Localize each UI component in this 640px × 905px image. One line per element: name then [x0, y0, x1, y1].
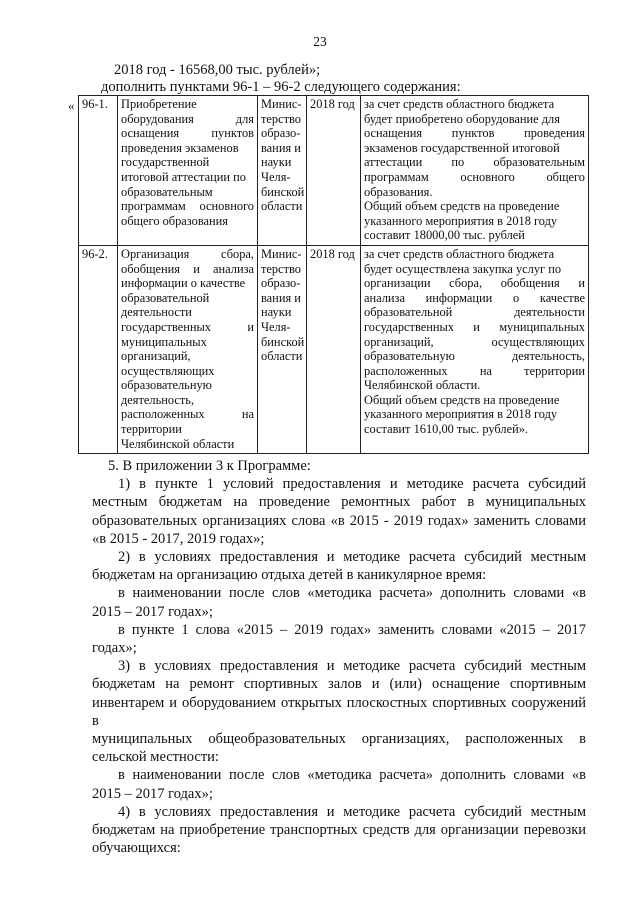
text-line: 2015 – 2017 годах»; — [92, 603, 213, 620]
text-line: государственных и — [121, 319, 254, 334]
text-line: проведения экзаменов — [121, 140, 239, 155]
text-line: бюджетам на организацию отдыха детей в каникулярное время: — [92, 567, 487, 584]
text-line: расположенных на — [121, 407, 254, 422]
text-line: Общий объем средств на проведение — [364, 392, 560, 407]
text-line: Общий объем средств на проведение — [364, 199, 560, 214]
text-line: муниципальных общеобразовательных организациях, расположенных в — [92, 731, 586, 748]
text-line: области — [261, 349, 303, 364]
funding-source — [361, 96, 589, 246]
text-line: «в 2015 - 2017, 2019 годах»; — [92, 530, 265, 547]
text-line: итоговой аттестации по — [121, 169, 246, 184]
text-line: вания и — [261, 140, 301, 155]
text-line: образовательной деятельности — [364, 305, 585, 320]
text-line: общего образования — [121, 213, 228, 228]
table-row — [79, 245, 589, 453]
text-line: обучающихся: — [92, 840, 181, 857]
text-line: образования. — [364, 184, 433, 199]
text-line: бинской — [261, 184, 305, 199]
text-line: Челябинской области. — [364, 378, 481, 393]
text-line: в наименовании после слов «методика расчета» дополнить словами «в — [118, 585, 586, 602]
executor — [258, 245, 307, 453]
text-line: 3) в условиях предоставления и методике расчета субсидий местным — [118, 658, 586, 675]
text-line: Челя- — [261, 169, 291, 184]
text-line: информации о качестве — [121, 276, 246, 291]
text-line: расположенных на территории — [364, 363, 585, 378]
text-line: указанного мероприятия в 2018 году — [364, 213, 558, 228]
text-line: осуществляющих — [121, 363, 215, 378]
text-line: будет осуществлена закупка услуг по — [364, 261, 562, 276]
row-number: 96-1. — [79, 96, 118, 246]
text-line: 2) в условиях предоставления и методике расчета субсидий местным — [118, 549, 586, 566]
text-line: экзаменов государственной итоговой — [364, 140, 560, 155]
text-line: анализа информации о качестве — [364, 290, 585, 305]
text-line: будет приобретено оборудование для — [364, 111, 560, 126]
text-line: за счет средств областного бюджета — [364, 246, 555, 261]
text-line: бюджетам на приобретение транспортных средств для организации перевозки — [92, 822, 586, 839]
text-line: 1) в пункте 1 условий предоставления и методике расчета субсидий — [118, 476, 586, 493]
text-line: инвентарем и оборудованием открытых плоскостных спортивных сооружений в — [92, 694, 586, 729]
measures-table — [78, 95, 589, 454]
text-line: 4) в условиях предоставления и методике расчета субсидий местным — [118, 803, 586, 820]
text-line: сельской местности: — [92, 749, 219, 766]
measure-name — [118, 96, 258, 246]
text-line: деятельности — [121, 305, 192, 320]
text-line: образовательным — [121, 184, 213, 199]
text-line: образовательную — [121, 378, 212, 393]
text-line: Минис- — [261, 246, 302, 261]
open-quote: « — [68, 98, 75, 113]
text-line: обобщения и анализа — [121, 261, 254, 276]
text-line: программам основного общего — [364, 169, 585, 184]
text-line: организаций, — [121, 349, 191, 364]
text-line: деятельность, — [121, 392, 195, 407]
text-line: территории — [121, 422, 182, 437]
text-line: образовательных организациях слова «в 2015 - 2019 годах» заменить словами — [92, 512, 586, 529]
text-line: в пункте 1 слова «2015 – 2019 годах» заменить словами «2015 – 2017 — [118, 621, 586, 638]
intro-line-2: дополнить пунктами 96-1 – 96-2 следующего содержания: — [101, 79, 461, 95]
row-number: 96-2. — [79, 245, 118, 453]
year: 2018 год — [307, 96, 361, 246]
text-line: Приобретение — [121, 97, 197, 111]
text-line: терство — [261, 111, 301, 126]
table-row — [79, 96, 589, 246]
text-line: Минис- — [261, 97, 302, 111]
text-line: оборудования для — [121, 111, 254, 126]
executor — [258, 96, 307, 246]
text-line: образовательную деятельность, — [364, 349, 585, 364]
text-line: составит 1610,00 тыс. рублей». — [364, 422, 529, 437]
text-line: науки — [261, 155, 292, 170]
measure-name — [118, 245, 258, 453]
text-line: бюджетам на ремонт спортивных залов и (или) оснащение спортивным — [92, 676, 586, 693]
text-line: государственной — [121, 155, 210, 170]
page-number: 23 — [313, 34, 327, 49]
text-line: организаций, осуществляющих — [364, 334, 585, 349]
text-line: образо- — [261, 126, 301, 141]
year: 2018 год — [307, 245, 361, 453]
text-line: области — [261, 199, 303, 214]
text-line: программам основного — [121, 199, 254, 214]
text-line: 2015 – 2017 годах»; — [92, 785, 213, 802]
text-line: терство — [261, 261, 301, 276]
text-line: науки — [261, 305, 292, 320]
text-line: Челя- — [261, 319, 291, 334]
funding-source — [361, 245, 589, 453]
text-line: муниципальных — [121, 334, 207, 349]
text-line: местным бюджетам на проведение ремонтных работ в муниципальных — [92, 494, 586, 511]
text-line: государственных и муниципальных — [364, 319, 585, 334]
section-heading: 5. В приложении 3 к Программе: — [108, 458, 311, 474]
text-line: составит 18000,00 тыс. рублей — [364, 228, 525, 243]
text-line: в наименовании после слов «методика расчета» дополнить словами «в — [118, 767, 586, 784]
intro-line-1: 2018 год - 16568,00 тыс. рублей»; — [114, 62, 321, 78]
text-line: за счет средств областного бюджета — [364, 97, 555, 111]
text-line: оснащения пунктов проведения — [364, 126, 585, 141]
text-line: образовательной — [121, 290, 210, 305]
text-line: Организация сбора, — [121, 246, 254, 261]
text-line: аттестации по образовательным — [364, 155, 585, 170]
text-line: Челябинской области — [121, 436, 235, 451]
text-line: вания и — [261, 290, 301, 305]
text-line: годах»; — [92, 640, 137, 657]
text-line: указанного мероприятия в 2018 году — [364, 407, 558, 422]
text-line: организации сбора, обобщения и — [364, 276, 585, 291]
text-line: образо- — [261, 276, 301, 291]
text-line: бинской — [261, 334, 305, 349]
text-line: оснащения пунктов — [121, 126, 254, 141]
body-text — [92, 457, 586, 857]
